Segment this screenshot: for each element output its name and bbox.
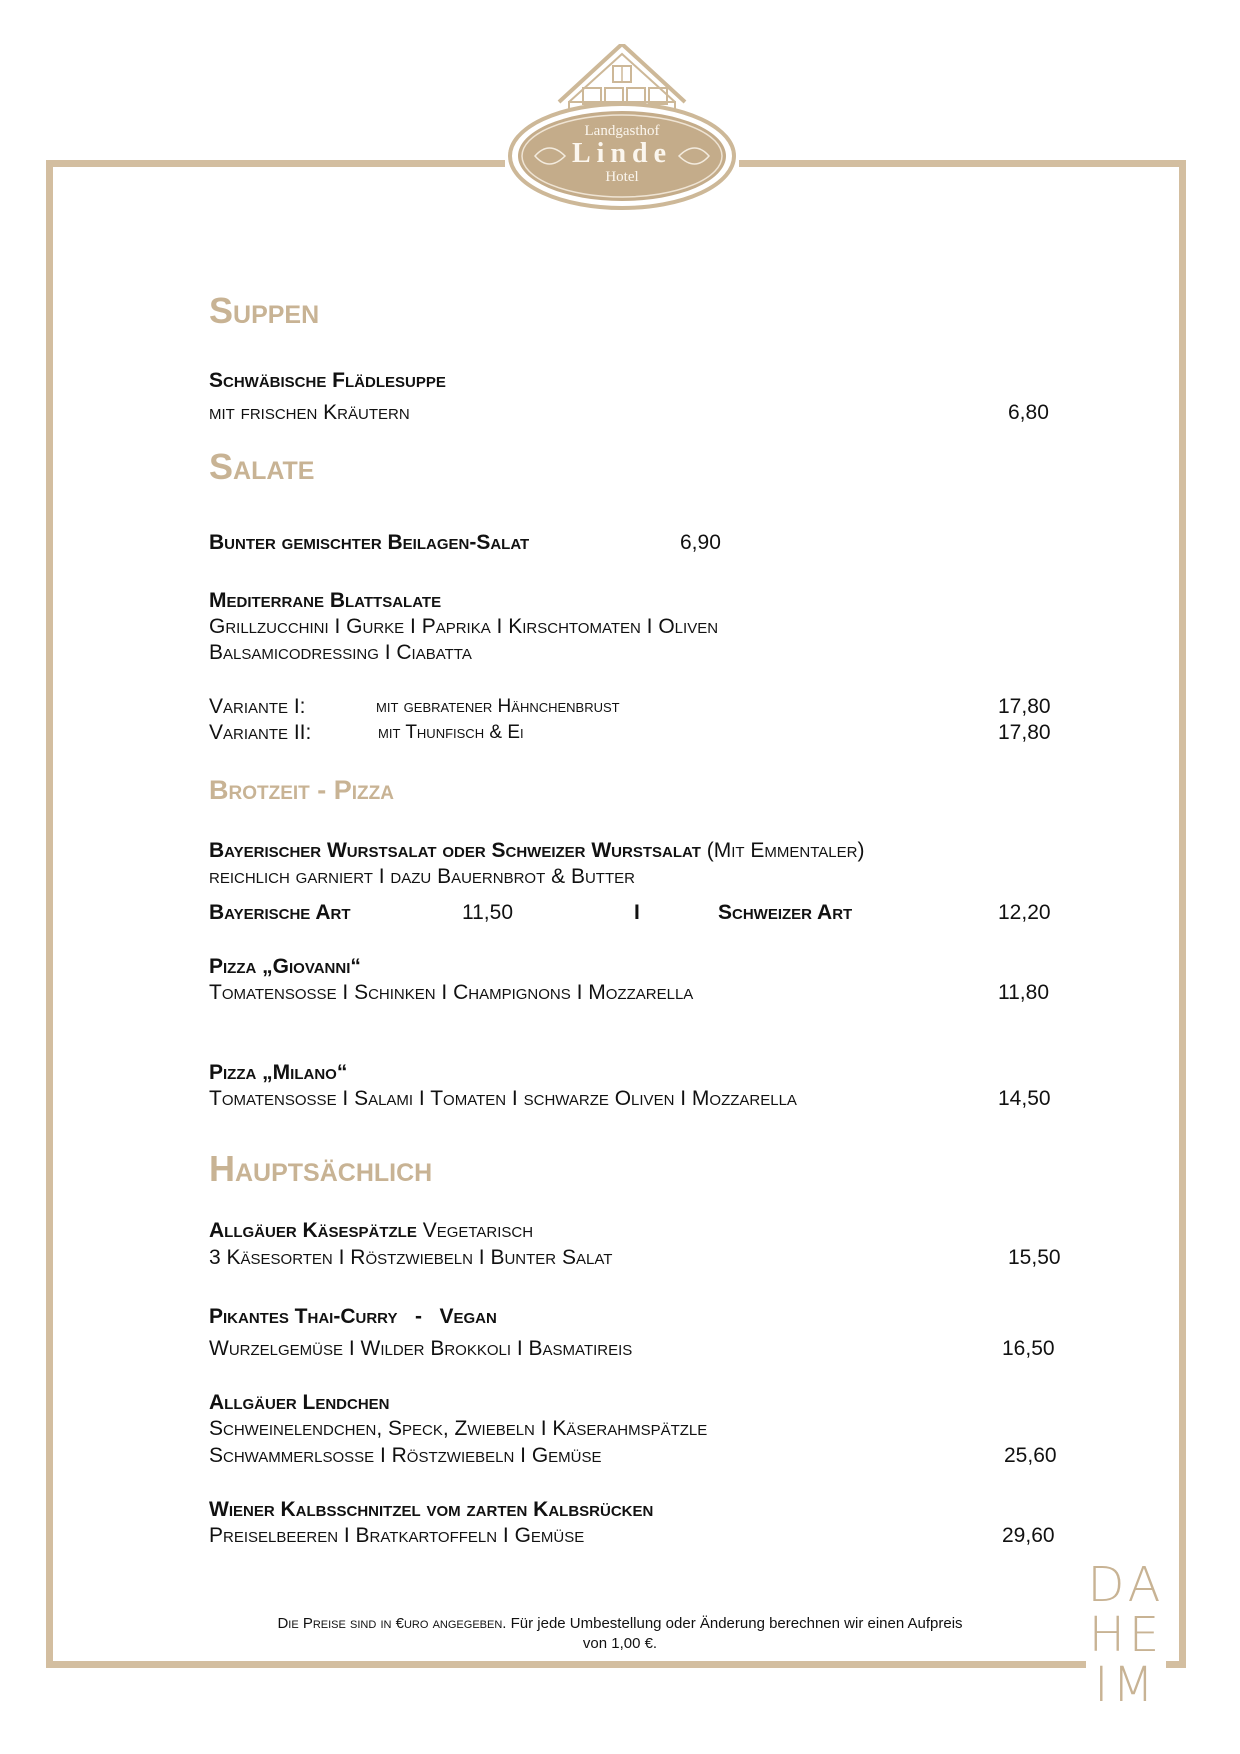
- item-price: 11,80: [998, 981, 1049, 1004]
- item-tag: Vegetarisch: [422, 1219, 534, 1242]
- daheim-line1: DA: [1087, 1557, 1165, 1613]
- price-note-line2: von 1,00 €.: [582, 1635, 658, 1652]
- item-price: 6,90: [680, 531, 721, 554]
- section-title-suppen: Suppen: [209, 290, 320, 331]
- item-price: 17,80: [998, 695, 1051, 718]
- item-name: Pizza „Giovanni“: [209, 955, 361, 978]
- variant-label: Variante I:: [209, 695, 306, 718]
- item-name: Pikantes Thai-Curry - Vegan: [209, 1305, 497, 1328]
- price-note-rest: Für jede Umbestellung oder Änderung berechnen wir einen Aufpreis: [506, 1615, 963, 1632]
- daheim-line2: HE: [1088, 1607, 1164, 1663]
- logo-line2: Linde: [571, 138, 673, 169]
- price-note-lead: Die Preise sind in €uro angegeben.: [277, 1615, 507, 1632]
- item-name: Bayerischer Wurstsalat oder Schweizer Wurstsalat: [209, 839, 701, 862]
- logo-line1: Landgasthof: [584, 123, 660, 139]
- item-name: Schwäbische Flädlesuppe: [209, 369, 446, 392]
- item-name: Allgäuer Lendchen: [209, 1391, 390, 1414]
- section-title-salate: Salate: [209, 446, 315, 487]
- item-price: 16,50: [1002, 1337, 1055, 1360]
- item-desc: mit frischen Kräutern: [209, 401, 410, 424]
- item-name-suffix: (Mit Emmentaler): [706, 839, 865, 862]
- logo-line3: Hotel: [605, 169, 639, 185]
- item-desc: Grillzucchini I Gurke I Paprika I Kirschtomaten I Oliven: [209, 615, 719, 638]
- item-name: Wiener Kalbsschnitzel vom zarten Kalbsrücken: [209, 1498, 654, 1521]
- item-title-line: [209, 1218, 533, 1244]
- section-title-haupt: Hauptsächlich: [209, 1148, 433, 1189]
- item-price: 29,60: [1002, 1524, 1055, 1547]
- item-name: Mediterrane Blattsalate: [209, 589, 442, 612]
- item-desc: Balsamicodressing I Ciabatta: [209, 641, 472, 664]
- separator: I: [634, 901, 640, 924]
- daheim-line3: IM: [1094, 1657, 1158, 1713]
- item-name: Allgäuer Käsespätzle: [209, 1219, 417, 1242]
- item-price: 15,50: [1008, 1246, 1061, 1269]
- hotel-logo: [505, 44, 739, 224]
- item-title-line: [209, 838, 864, 864]
- item-desc: Wurzelgemüse I Wilder Brokkoli I Basmatireis: [209, 1337, 633, 1360]
- item-price: 17,80: [998, 721, 1051, 744]
- item-name: Bunter gemischter Beilagen-Salat: [209, 531, 530, 554]
- item-price: 6,80: [1008, 401, 1049, 424]
- option-label: Schweizer Art: [718, 901, 853, 924]
- item-desc: Preiselbeeren I Bratkartoffeln I Gemüse: [209, 1524, 585, 1547]
- daheim-wordmark: [1086, 1557, 1166, 1740]
- item-price: 14,50: [998, 1087, 1051, 1110]
- item-price: 11,50: [462, 901, 513, 924]
- item-desc: reichlich garniert I dazu Bauernbrot & Butter: [209, 865, 635, 888]
- variant-desc: mit Thunfisch & Ei: [378, 722, 524, 743]
- item-desc: 3 Käsesorten I Röstzwiebeln I Bunter Salat: [209, 1246, 613, 1269]
- option-label: Bayerische Art: [209, 901, 351, 924]
- variant-label: Variante II:: [209, 721, 312, 744]
- item-desc: Schweinelendchen, Speck, Zwiebeln I Käserahmspätzle: [209, 1417, 708, 1440]
- section-title-brotzeit: Brotzeit - Pizza: [209, 775, 394, 805]
- variant-desc: mit gebratener Hähnchenbrust: [376, 696, 620, 717]
- item-price: 12,20: [998, 901, 1051, 924]
- item-price: 25,60: [1004, 1444, 1057, 1467]
- price-note: [200, 1614, 1040, 1654]
- item-name: Pizza „Milano“: [209, 1061, 348, 1084]
- item-desc: Schwammerlsoße I Röstzwiebeln I Gemüse: [209, 1444, 602, 1467]
- item-desc: Tomatensoße I Schinken I Champignons I Mozzarella: [209, 981, 694, 1004]
- item-desc: Tomatensoße I Salami I Tomaten I schwarze Oliven I Mozzarella: [209, 1087, 797, 1110]
